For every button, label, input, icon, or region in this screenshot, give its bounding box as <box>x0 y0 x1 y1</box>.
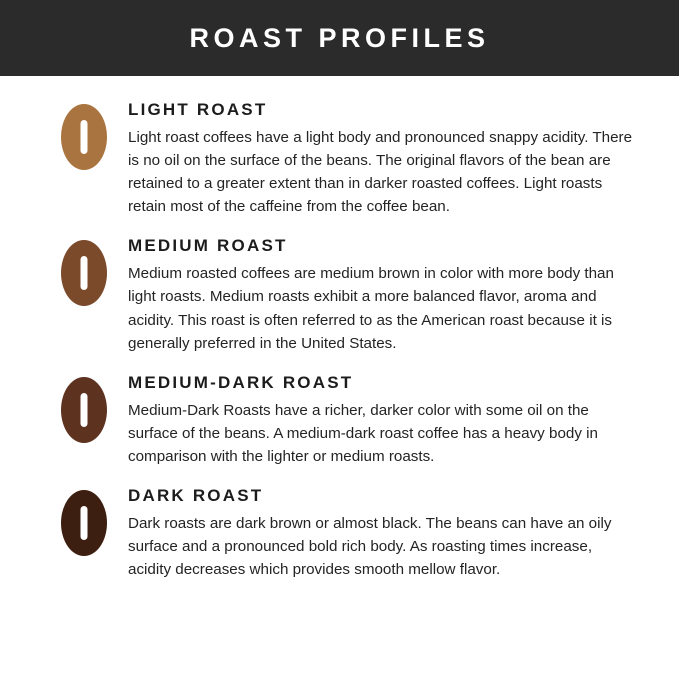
list-item <box>40 486 639 581</box>
page-header <box>0 0 679 76</box>
bean-crease <box>81 120 88 154</box>
roast-title: MEDIUM ROAST <box>128 236 288 256</box>
coffee-bean-icon <box>61 104 107 170</box>
roast-text-block <box>128 373 639 468</box>
coffee-bean-icon <box>61 490 107 556</box>
roast-list <box>0 76 679 581</box>
roast-title: MEDIUM-DARK ROAST <box>128 372 354 392</box>
bean-crease <box>81 393 88 427</box>
roast-description: Light roast coffees have a light body and pronounced snappy acidity. There is no oil on the surface of the beans. The original flavors of the bean are retained to a greater extent than in darker roasted coffees. Light roasts retain most of the caffeine from the coffee bean. <box>128 129 633 216</box>
list-item <box>40 100 639 218</box>
bean-crease <box>81 506 88 540</box>
list-item <box>40 236 639 354</box>
coffee-bean-icon <box>61 377 107 443</box>
coffee-bean-icon <box>61 240 107 306</box>
page-title: ROAST PROFILES <box>189 22 490 53</box>
bean-icon-wrap <box>40 100 128 170</box>
roast-text-block <box>128 100 639 218</box>
roast-description: Dark roasts are dark brown or almost black. The beans can have an oily surface and a pronounced bold rich body. As roasting times increase, acidity decreases which provides smooth mellow flavor. <box>128 515 612 579</box>
roast-text-block <box>128 486 639 581</box>
bean-icon-wrap <box>40 486 128 556</box>
bean-icon-wrap <box>40 373 128 443</box>
roast-title: DARK ROAST <box>128 486 264 506</box>
bean-icon-wrap <box>40 236 128 306</box>
roast-text-block <box>128 236 639 354</box>
list-item <box>40 373 639 468</box>
roast-description: Medium roasted coffees are medium brown in color with more body than light roasts. Medium roasts exhibit a more balanced flavor, aroma and acidity. This roast is often referred to as the American roast because it is generally preferred in the United States. <box>128 265 614 352</box>
bean-crease <box>81 256 88 290</box>
roast-title: LIGHT ROAST <box>128 100 268 119</box>
roast-description: Medium-Dark Roasts have a richer, darker color with some oil on the surface of the beans. A medium-dark roast coffee has a heavy body in comparison with the lighter or medium roasts. <box>128 401 598 465</box>
